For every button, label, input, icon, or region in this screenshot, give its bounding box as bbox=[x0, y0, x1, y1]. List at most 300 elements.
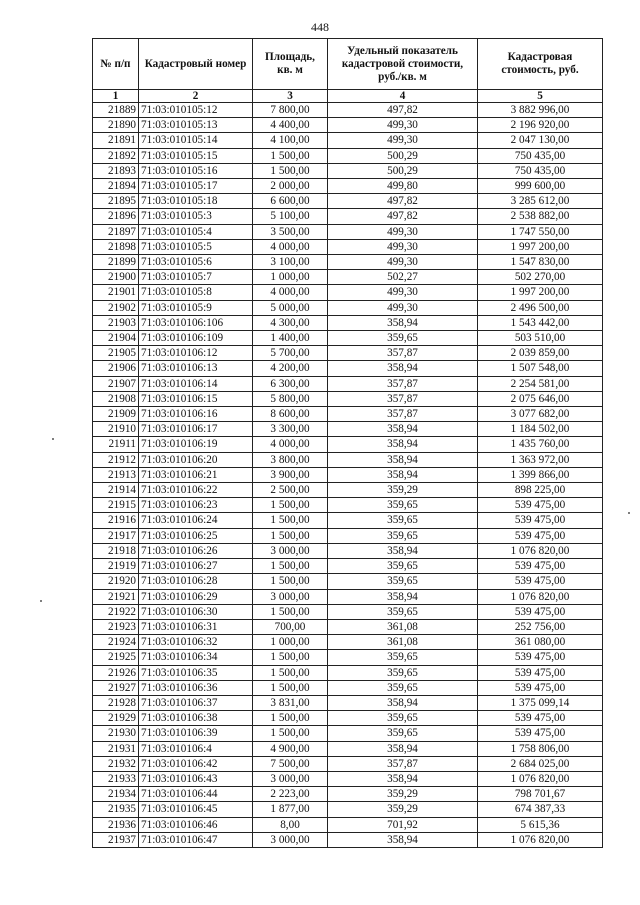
cadastral-value-cell: 539 475,00 bbox=[478, 711, 603, 726]
table-header-row bbox=[93, 39, 603, 90]
area-cell: 3 100,00 bbox=[253, 255, 328, 270]
cadastral-value-cell: 898 225,00 bbox=[478, 483, 603, 498]
table-row bbox=[93, 103, 603, 118]
specific-value-cell: 499,30 bbox=[328, 118, 478, 133]
area-cell: 1 877,00 bbox=[253, 802, 328, 817]
table-row bbox=[93, 407, 603, 422]
column-number: 5 bbox=[478, 90, 603, 103]
cadastral-value-cell: 999 600,00 bbox=[478, 179, 603, 194]
area-cell: 4 400,00 bbox=[253, 118, 328, 133]
row-number-cell: 21922 bbox=[93, 604, 139, 619]
specific-value-cell: 358,94 bbox=[328, 437, 478, 452]
cadastral-value-table bbox=[92, 38, 603, 848]
table-row bbox=[93, 741, 603, 756]
specific-value-cell: 499,30 bbox=[328, 255, 478, 270]
cadastral-number-cell: 71:03:010106:21 bbox=[139, 467, 253, 482]
column-number: 1 bbox=[93, 90, 139, 103]
table-row bbox=[93, 498, 603, 513]
table-row bbox=[93, 331, 603, 346]
cadastral-number-cell: 71:03:010106:109 bbox=[139, 331, 253, 346]
cadastral-value-cell: 539 475,00 bbox=[478, 665, 603, 680]
specific-value-cell: 358,94 bbox=[328, 741, 478, 756]
header-area: Площадь, кв. м bbox=[253, 39, 328, 90]
cadastral-number-cell: 71:03:010106:30 bbox=[139, 604, 253, 619]
specific-value-cell: 359,65 bbox=[328, 513, 478, 528]
header-cadastral-value: Кадастровая стоимость, руб. bbox=[478, 39, 603, 90]
table-row bbox=[93, 665, 603, 680]
area-cell: 1 500,00 bbox=[253, 148, 328, 163]
cadastral-number-cell: 71:03:010106:36 bbox=[139, 680, 253, 695]
specific-value-cell: 361,08 bbox=[328, 619, 478, 634]
cadastral-number-cell: 71:03:010105:7 bbox=[139, 270, 253, 285]
area-cell: 3 900,00 bbox=[253, 467, 328, 482]
cadastral-number-cell: 71:03:010106:27 bbox=[139, 559, 253, 574]
cadastral-value-cell: 3 882 996,00 bbox=[478, 103, 603, 118]
cadastral-number-cell: 71:03:010106:44 bbox=[139, 787, 253, 802]
area-cell: 1 500,00 bbox=[253, 650, 328, 665]
cadastral-value-cell: 1 399 866,00 bbox=[478, 467, 603, 482]
cadastral-number-cell: 71:03:010106:42 bbox=[139, 756, 253, 771]
specific-value-cell: 358,94 bbox=[328, 589, 478, 604]
table-row bbox=[93, 391, 603, 406]
row-number-cell: 21917 bbox=[93, 528, 139, 543]
row-number-cell: 21925 bbox=[93, 650, 139, 665]
specific-value-cell: 357,87 bbox=[328, 391, 478, 406]
table-row bbox=[93, 802, 603, 817]
row-number-cell: 21903 bbox=[93, 315, 139, 330]
specific-value-cell: 359,65 bbox=[328, 726, 478, 741]
header-row-number: № п/п bbox=[93, 39, 139, 90]
table-row bbox=[93, 574, 603, 589]
cadastral-value-cell: 1 375 099,14 bbox=[478, 695, 603, 710]
cadastral-number-cell: 71:03:010106:12 bbox=[139, 346, 253, 361]
cadastral-value-cell: 1 076 820,00 bbox=[478, 771, 603, 786]
area-cell: 1 000,00 bbox=[253, 635, 328, 650]
cadastral-number-cell: 71:03:010105:3 bbox=[139, 209, 253, 224]
cadastral-value-cell: 1 543 442,00 bbox=[478, 315, 603, 330]
cadastral-number-cell: 71:03:010106:26 bbox=[139, 543, 253, 558]
scan-speck bbox=[628, 512, 630, 514]
cadastral-value-cell: 1 758 806,00 bbox=[478, 741, 603, 756]
area-cell: 6 300,00 bbox=[253, 376, 328, 391]
header-cadastral-number: Кадастровый номер bbox=[139, 39, 253, 90]
cadastral-value-cell: 539 475,00 bbox=[478, 498, 603, 513]
cadastral-value-cell: 1 363 972,00 bbox=[478, 452, 603, 467]
column-number: 2 bbox=[139, 90, 253, 103]
specific-value-cell: 499,30 bbox=[328, 239, 478, 254]
area-cell: 3 000,00 bbox=[253, 589, 328, 604]
cadastral-number-cell: 71:03:010105:14 bbox=[139, 133, 253, 148]
area-cell: 3 000,00 bbox=[253, 771, 328, 786]
cadastral-number-cell: 71:03:010106:45 bbox=[139, 802, 253, 817]
row-number-cell: 21927 bbox=[93, 680, 139, 695]
specific-value-cell: 497,82 bbox=[328, 103, 478, 118]
area-cell: 2 500,00 bbox=[253, 483, 328, 498]
cadastral-number-cell: 71:03:010105:17 bbox=[139, 179, 253, 194]
specific-value-cell: 359,65 bbox=[328, 528, 478, 543]
cadastral-number-cell: 71:03:010106:43 bbox=[139, 771, 253, 786]
row-number-cell: 21934 bbox=[93, 787, 139, 802]
cadastral-value-cell: 1 997 200,00 bbox=[478, 239, 603, 254]
area-cell: 1 500,00 bbox=[253, 513, 328, 528]
area-cell: 1 500,00 bbox=[253, 711, 328, 726]
area-cell: 2 223,00 bbox=[253, 787, 328, 802]
area-cell: 1 000,00 bbox=[253, 270, 328, 285]
area-cell: 4 100,00 bbox=[253, 133, 328, 148]
row-number-cell: 21895 bbox=[93, 194, 139, 209]
table-row bbox=[93, 452, 603, 467]
table-row bbox=[93, 787, 603, 802]
table-row bbox=[93, 346, 603, 361]
table-row bbox=[93, 224, 603, 239]
table-row bbox=[93, 756, 603, 771]
specific-value-cell: 500,29 bbox=[328, 163, 478, 178]
cadastral-number-cell: 71:03:010106:34 bbox=[139, 650, 253, 665]
table-row bbox=[93, 589, 603, 604]
cadastral-number-cell: 71:03:010106:20 bbox=[139, 452, 253, 467]
row-number-cell: 21906 bbox=[93, 361, 139, 376]
specific-value-cell: 359,65 bbox=[328, 559, 478, 574]
specific-value-cell: 361,08 bbox=[328, 635, 478, 650]
specific-value-cell: 359,65 bbox=[328, 680, 478, 695]
table-row bbox=[93, 483, 603, 498]
cadastral-value-cell: 539 475,00 bbox=[478, 604, 603, 619]
cadastral-number-cell: 71:03:010106:16 bbox=[139, 407, 253, 422]
specific-value-cell: 358,94 bbox=[328, 422, 478, 437]
cadastral-value-cell: 2 047 130,00 bbox=[478, 133, 603, 148]
area-cell: 1 500,00 bbox=[253, 726, 328, 741]
area-cell: 2 000,00 bbox=[253, 179, 328, 194]
specific-value-cell: 499,30 bbox=[328, 300, 478, 315]
area-cell: 7 500,00 bbox=[253, 756, 328, 771]
cadastral-number-cell: 71:03:010106:13 bbox=[139, 361, 253, 376]
row-number-cell: 21937 bbox=[93, 832, 139, 847]
area-cell: 7 800,00 bbox=[253, 103, 328, 118]
cadastral-number-cell: 71:03:010106:17 bbox=[139, 422, 253, 437]
row-number-cell: 21910 bbox=[93, 422, 139, 437]
column-number-row bbox=[93, 90, 603, 103]
area-cell: 5 100,00 bbox=[253, 209, 328, 224]
cadastral-value-cell: 2 496 500,00 bbox=[478, 300, 603, 315]
row-number-cell: 21929 bbox=[93, 711, 139, 726]
table-row bbox=[93, 300, 603, 315]
cadastral-value-cell: 3 077 682,00 bbox=[478, 407, 603, 422]
table-row bbox=[93, 604, 603, 619]
table-row bbox=[93, 270, 603, 285]
row-number-cell: 21915 bbox=[93, 498, 139, 513]
cadastral-value-cell: 2 684 025,00 bbox=[478, 756, 603, 771]
specific-value-cell: 358,94 bbox=[328, 771, 478, 786]
row-number-cell: 21914 bbox=[93, 483, 139, 498]
specific-value-cell: 357,87 bbox=[328, 346, 478, 361]
area-cell: 1 500,00 bbox=[253, 665, 328, 680]
cadastral-number-cell: 71:03:010106:14 bbox=[139, 376, 253, 391]
specific-value-cell: 359,29 bbox=[328, 802, 478, 817]
table-row bbox=[93, 118, 603, 133]
table-row bbox=[93, 361, 603, 376]
cadastral-number-cell: 71:03:010106:46 bbox=[139, 817, 253, 832]
table-row bbox=[93, 695, 603, 710]
cadastral-value-cell: 503 510,00 bbox=[478, 331, 603, 346]
area-cell: 4 200,00 bbox=[253, 361, 328, 376]
cadastral-value-cell: 539 475,00 bbox=[478, 726, 603, 741]
cadastral-number-cell: 71:03:010106:35 bbox=[139, 665, 253, 680]
area-cell: 1 400,00 bbox=[253, 331, 328, 346]
cadastral-number-cell: 71:03:010106:15 bbox=[139, 391, 253, 406]
table-row bbox=[93, 179, 603, 194]
table-row bbox=[93, 285, 603, 300]
area-cell: 1 500,00 bbox=[253, 163, 328, 178]
specific-value-cell: 497,82 bbox=[328, 209, 478, 224]
area-cell: 1 500,00 bbox=[253, 680, 328, 695]
specific-value-cell: 359,65 bbox=[328, 665, 478, 680]
row-number-cell: 21902 bbox=[93, 300, 139, 315]
cadastral-number-cell: 71:03:010106:47 bbox=[139, 832, 253, 847]
specific-value-cell: 499,30 bbox=[328, 285, 478, 300]
area-cell: 5 700,00 bbox=[253, 346, 328, 361]
row-number-cell: 21908 bbox=[93, 391, 139, 406]
area-cell: 700,00 bbox=[253, 619, 328, 634]
cadastral-value-cell: 1 184 502,00 bbox=[478, 422, 603, 437]
table-row bbox=[93, 437, 603, 452]
area-cell: 1 500,00 bbox=[253, 559, 328, 574]
row-number-cell: 21923 bbox=[93, 619, 139, 634]
cadastral-number-cell: 71:03:010105:15 bbox=[139, 148, 253, 163]
area-cell: 1 500,00 bbox=[253, 574, 328, 589]
cadastral-number-cell: 71:03:010105:5 bbox=[139, 239, 253, 254]
table-row bbox=[93, 528, 603, 543]
area-cell: 4 300,00 bbox=[253, 315, 328, 330]
specific-value-cell: 359,29 bbox=[328, 787, 478, 802]
specific-value-cell: 359,65 bbox=[328, 574, 478, 589]
row-number-cell: 21918 bbox=[93, 543, 139, 558]
column-number: 4 bbox=[328, 90, 478, 103]
area-cell: 4 000,00 bbox=[253, 437, 328, 452]
specific-value-cell: 497,82 bbox=[328, 194, 478, 209]
cadastral-value-cell: 1 076 820,00 bbox=[478, 832, 603, 847]
area-cell: 8,00 bbox=[253, 817, 328, 832]
cadastral-value-cell: 798 701,67 bbox=[478, 787, 603, 802]
table-row bbox=[93, 194, 603, 209]
header-specific-value: Удельный показатель кадастровой стоимости, руб./кв. м bbox=[328, 39, 478, 90]
area-cell: 4 000,00 bbox=[253, 239, 328, 254]
row-number-cell: 21931 bbox=[93, 741, 139, 756]
area-cell: 3 800,00 bbox=[253, 452, 328, 467]
table-row bbox=[93, 315, 603, 330]
cadastral-number-cell: 71:03:010105:18 bbox=[139, 194, 253, 209]
table-row bbox=[93, 543, 603, 558]
cadastral-number-cell: 71:03:010106:106 bbox=[139, 315, 253, 330]
cadastral-value-cell: 1 076 820,00 bbox=[478, 589, 603, 604]
cadastral-value-cell: 1 507 548,00 bbox=[478, 361, 603, 376]
row-number-cell: 21935 bbox=[93, 802, 139, 817]
table-row bbox=[93, 680, 603, 695]
specific-value-cell: 358,94 bbox=[328, 452, 478, 467]
table-row bbox=[93, 255, 603, 270]
cadastral-number-cell: 71:03:010105:13 bbox=[139, 118, 253, 133]
cadastral-number-cell: 71:03:010106:24 bbox=[139, 513, 253, 528]
row-number-cell: 21916 bbox=[93, 513, 139, 528]
specific-value-cell: 358,94 bbox=[328, 832, 478, 847]
cadastral-number-cell: 71:03:010105:16 bbox=[139, 163, 253, 178]
row-number-cell: 21893 bbox=[93, 163, 139, 178]
row-number-cell: 21920 bbox=[93, 574, 139, 589]
table-row bbox=[93, 133, 603, 148]
cadastral-number-cell: 71:03:010105:12 bbox=[139, 103, 253, 118]
specific-value-cell: 359,29 bbox=[328, 483, 478, 498]
specific-value-cell: 358,94 bbox=[328, 467, 478, 482]
row-number-cell: 21919 bbox=[93, 559, 139, 574]
table-row bbox=[93, 711, 603, 726]
cadastral-number-cell: 71:03:010105:9 bbox=[139, 300, 253, 315]
cadastral-number-cell: 71:03:010106:22 bbox=[139, 483, 253, 498]
cadastral-value-cell: 252 756,00 bbox=[478, 619, 603, 634]
column-number: 3 bbox=[253, 90, 328, 103]
cadastral-value-cell: 539 475,00 bbox=[478, 680, 603, 695]
row-number-cell: 21909 bbox=[93, 407, 139, 422]
cadastral-value-cell: 539 475,00 bbox=[478, 574, 603, 589]
table-row bbox=[93, 163, 603, 178]
row-number-cell: 21897 bbox=[93, 224, 139, 239]
cadastral-number-cell: 71:03:010105:8 bbox=[139, 285, 253, 300]
specific-value-cell: 357,87 bbox=[328, 756, 478, 771]
row-number-cell: 21898 bbox=[93, 239, 139, 254]
row-number-cell: 21889 bbox=[93, 103, 139, 118]
table-row bbox=[93, 559, 603, 574]
row-number-cell: 21933 bbox=[93, 771, 139, 786]
cadastral-number-cell: 71:03:010105:6 bbox=[139, 255, 253, 270]
area-cell: 5 800,00 bbox=[253, 391, 328, 406]
area-cell: 1 500,00 bbox=[253, 498, 328, 513]
cadastral-value-cell: 2 075 646,00 bbox=[478, 391, 603, 406]
row-number-cell: 21891 bbox=[93, 133, 139, 148]
table-row bbox=[93, 239, 603, 254]
row-number-cell: 21904 bbox=[93, 331, 139, 346]
table-body bbox=[93, 103, 603, 848]
page-number: 448 bbox=[311, 20, 329, 34]
cadastral-value-cell: 1 076 820,00 bbox=[478, 543, 603, 558]
row-number-cell: 21911 bbox=[93, 437, 139, 452]
specific-value-cell: 499,30 bbox=[328, 224, 478, 239]
row-number-cell: 21896 bbox=[93, 209, 139, 224]
specific-value-cell: 358,94 bbox=[328, 543, 478, 558]
row-number-cell: 21928 bbox=[93, 695, 139, 710]
specific-value-cell: 701,92 bbox=[328, 817, 478, 832]
specific-value-cell: 359,65 bbox=[328, 604, 478, 619]
cadastral-number-cell: 71:03:010106:4 bbox=[139, 741, 253, 756]
cadastral-value-cell: 2 538 882,00 bbox=[478, 209, 603, 224]
cadastral-number-cell: 71:03:010106:37 bbox=[139, 695, 253, 710]
area-cell: 1 500,00 bbox=[253, 528, 328, 543]
cadastral-value-cell: 3 285 612,00 bbox=[478, 194, 603, 209]
table-row bbox=[93, 148, 603, 163]
specific-value-cell: 359,65 bbox=[328, 331, 478, 346]
cadastral-number-cell: 71:03:010106:32 bbox=[139, 635, 253, 650]
area-cell: 5 000,00 bbox=[253, 300, 328, 315]
table-row bbox=[93, 513, 603, 528]
table-row bbox=[93, 817, 603, 832]
row-number-cell: 21905 bbox=[93, 346, 139, 361]
cadastral-value-cell: 2 254 581,00 bbox=[478, 376, 603, 391]
scan-speck bbox=[40, 600, 42, 602]
specific-value-cell: 359,65 bbox=[328, 498, 478, 513]
specific-value-cell: 499,30 bbox=[328, 133, 478, 148]
table-row bbox=[93, 376, 603, 391]
cadastral-value-cell: 502 270,00 bbox=[478, 270, 603, 285]
row-number-cell: 21901 bbox=[93, 285, 139, 300]
cadastral-value-cell: 361 080,00 bbox=[478, 635, 603, 650]
table-row bbox=[93, 209, 603, 224]
row-number-cell: 21894 bbox=[93, 179, 139, 194]
row-number-cell: 21932 bbox=[93, 756, 139, 771]
cadastral-value-cell: 750 435,00 bbox=[478, 148, 603, 163]
cadastral-value-cell: 750 435,00 bbox=[478, 163, 603, 178]
specific-value-cell: 358,94 bbox=[328, 695, 478, 710]
cadastral-value-cell: 674 387,33 bbox=[478, 802, 603, 817]
specific-value-cell: 500,29 bbox=[328, 148, 478, 163]
table-row bbox=[93, 771, 603, 786]
cadastral-value-cell: 2 196 920,00 bbox=[478, 118, 603, 133]
table-row bbox=[93, 650, 603, 665]
area-cell: 3 300,00 bbox=[253, 422, 328, 437]
row-number-cell: 21930 bbox=[93, 726, 139, 741]
cadastral-value-cell: 539 475,00 bbox=[478, 559, 603, 574]
cadastral-number-cell: 71:03:010106:39 bbox=[139, 726, 253, 741]
row-number-cell: 21899 bbox=[93, 255, 139, 270]
row-number-cell: 21913 bbox=[93, 467, 139, 482]
specific-value-cell: 357,87 bbox=[328, 407, 478, 422]
area-cell: 3 500,00 bbox=[253, 224, 328, 239]
specific-value-cell: 359,65 bbox=[328, 711, 478, 726]
cadastral-value-cell: 1 997 200,00 bbox=[478, 285, 603, 300]
specific-value-cell: 499,80 bbox=[328, 179, 478, 194]
row-number-cell: 21912 bbox=[93, 452, 139, 467]
area-cell: 8 600,00 bbox=[253, 407, 328, 422]
row-number-cell: 21900 bbox=[93, 270, 139, 285]
specific-value-cell: 358,94 bbox=[328, 315, 478, 330]
cadastral-number-cell: 71:03:010106:23 bbox=[139, 498, 253, 513]
row-number-cell: 21907 bbox=[93, 376, 139, 391]
area-cell: 1 500,00 bbox=[253, 604, 328, 619]
cadastral-value-cell: 5 615,36 bbox=[478, 817, 603, 832]
table-row bbox=[93, 467, 603, 482]
cadastral-value-cell: 539 475,00 bbox=[478, 528, 603, 543]
table-row bbox=[93, 422, 603, 437]
scan-speck bbox=[52, 438, 54, 440]
cadastral-number-cell: 71:03:010106:29 bbox=[139, 589, 253, 604]
area-cell: 3 000,00 bbox=[253, 543, 328, 558]
row-number-cell: 21921 bbox=[93, 589, 139, 604]
cadastral-number-cell: 71:03:010106:28 bbox=[139, 574, 253, 589]
cadastral-value-cell: 1 547 830,00 bbox=[478, 255, 603, 270]
specific-value-cell: 502,27 bbox=[328, 270, 478, 285]
cadastral-number-cell: 71:03:010106:25 bbox=[139, 528, 253, 543]
specific-value-cell: 358,94 bbox=[328, 361, 478, 376]
cadastral-value-cell: 539 475,00 bbox=[478, 650, 603, 665]
area-cell: 3 831,00 bbox=[253, 695, 328, 710]
area-cell: 6 600,00 bbox=[253, 194, 328, 209]
cadastral-number-cell: 71:03:010105:4 bbox=[139, 224, 253, 239]
cadastral-value-cell: 2 039 859,00 bbox=[478, 346, 603, 361]
cadastral-value-cell: 539 475,00 bbox=[478, 513, 603, 528]
area-cell: 3 000,00 bbox=[253, 832, 328, 847]
cadastral-number-cell: 71:03:010106:38 bbox=[139, 711, 253, 726]
row-number-cell: 21936 bbox=[93, 817, 139, 832]
cadastral-number-cell: 71:03:010106:19 bbox=[139, 437, 253, 452]
row-number-cell: 21926 bbox=[93, 665, 139, 680]
row-number-cell: 21892 bbox=[93, 148, 139, 163]
row-number-cell: 21924 bbox=[93, 635, 139, 650]
